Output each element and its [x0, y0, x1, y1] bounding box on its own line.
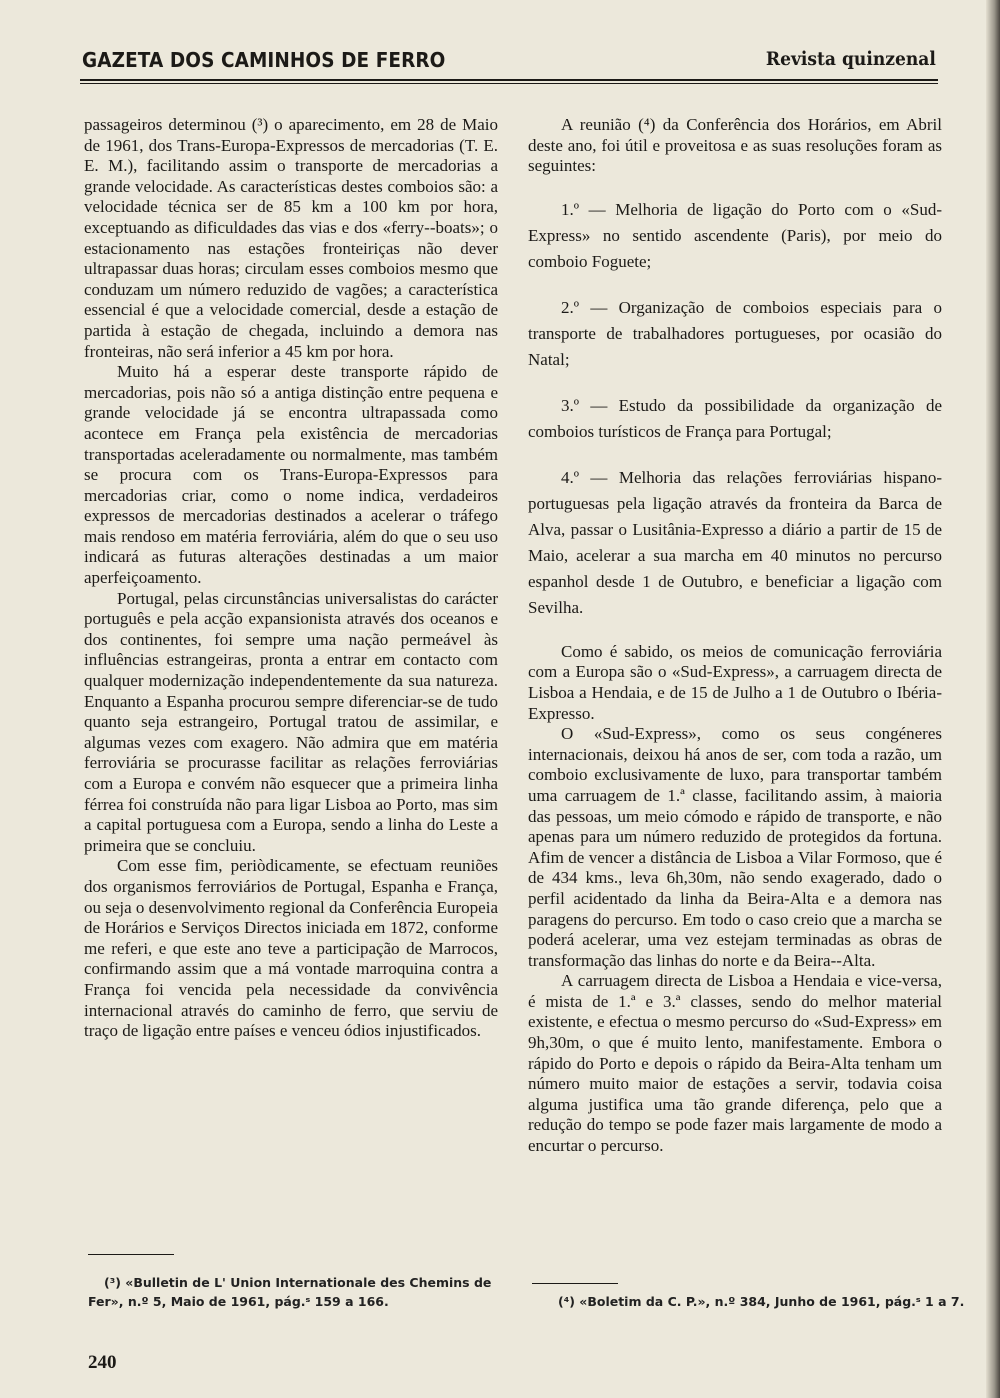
header-rule-top: [80, 79, 938, 81]
footnote-right: (⁴) «Boletim da C. P.», n.º 384, Junho de 1961, pág.ˢ 1 a 7.: [558, 1294, 965, 1309]
header-rule-bottom: [80, 83, 938, 84]
footnote-left-line2: Fer», n.º 5, Maio de 1961, pág.ˢ 159 a 166.: [88, 1294, 389, 1309]
page-number: 240: [88, 1352, 117, 1373]
paragraph: Portugal, pelas circunstâncias universalistas do carácter português e pela acção expansionista através dos oceanos e dos continentes, foi sempre uma nação permeável às influências estrangeiras, pronta a entrar em contacto com qualquer modernização independentemente da sua natureza. Enquanto a Espanha procurou sempre diferenciar-se de tudo quanto seja estrangeiro, Portugal tratou de assimilar, e algumas vezes com exagero. Não admira que em matéria ferroviária se procurasse facilitar as relações ferroviárias com a Europa e convém não esquecer que a primeira linha férrea foi construída não para ligar Lisboa ao Porto, mas sim a capital portuguesa com a Europa, sendo a linha do Leste a primeira que se concluiu.: [84, 588, 498, 855]
paragraph: A carruagem directa de Lisboa a Hendaia e vice-versa, é mista de 1.ª e 3.ª classes, sendo do melhor material existente, e efectua o mesmo percurso do «Sud-Express» em 9h,30m, o que é muito lento, manifestamente. Embora o rápido do Porto e depois o rápido da Beira-Alta tenham um número muito maior de estações a servir, todavia coisa alguma justifica uma tão grande diferença, pelo que a redução do tempo se pode fazer mais largamente de modo a encurtar o percurso.: [528, 971, 942, 1156]
page-edge-shadow: [986, 0, 1000, 1398]
paragraph: Com esse fim, periòdicamente, se efectuam reuniões dos organismos ferroviários de Portugal, Espanha e França, ou seja o desenvolvimento regional da Conferência Europeia de Horários e Serviços Directos iniciada em 1872, conforme me referi, e que este ano teve a participação de Marrocos, confirmando assim que a má vontade marroquina contra a França foi vencida pela necessidade da convivência internacional através do caminho de ferro, que serviu de traço de ligação entre países e venceu ódios injustificados.: [84, 856, 498, 1041]
journal-title: GAZETA DOS CAMINHOS DE FERRO: [82, 48, 446, 72]
right-column: [528, 115, 942, 1157]
journal-subtitle: Revista quinzenal: [765, 48, 936, 70]
paragraph: Como é sabido, os meios de comunicação ferroviária com a Europa são o «Sud-Express», a carruagem directa de Lisboa a Hendaia, e de 15 de Julho a 1 de Outubro o Ibéria-Expresso.: [528, 641, 942, 723]
resolution-item: 2.º — Organização de comboios especiais para o transporte de trabalhadores portugueses, por ocasião do Natal;: [528, 297, 942, 369]
paragraph: Muito há a esperar deste transporte rápido de mercadorias, pois não só a antiga distinção entre pequena e grande velocidade já se encontra ultrapassada como acontece em França pela existência de mercadorias transportadas aceleradamente ou normalmente, mas também se procura com os Trans-Europa-Expressos para mercadorias criar, como o nome indica, verdadeiros expressos de mercadorias destinados a acelerar o tráfego mais rendoso em matéria ferroviária, além do que o seu uso indicará as futuras alterações destinadas a um maior aperfeiçoamento.: [84, 362, 498, 588]
paragraph: A reunião (⁴) da Conferência dos Horários, em Abril deste ano, foi útil e proveitosa e as suas resoluções foram as seguintes:: [528, 115, 942, 176]
resolution-item: 4.º — Melhoria das relações ferroviárias hispano-portuguesas pela ligação através da fronteira da Barca de Alva, passar o Lusitânia-Expresso a diário a partir de 15 de Maio, acelerar a sua marcha em 40 minutos no percurso espanhol desde 1 de Outubro, e beneficiar a ligação com Sevilha.: [528, 467, 942, 617]
footnote-rule-left: [88, 1254, 174, 1255]
resolution-item: 3.º — Estudo da possibilidade da organização de comboios turísticos de França para Portugal;: [528, 395, 942, 441]
footnote-rule-right: [532, 1283, 618, 1284]
paragraph: O «Sud-Express», como os seus congéneres internacionais, deixou há anos de ser, com toda a razão, um comboio exclusivamente de luxo, para transportar também uma carruagem de 1.ª classe, facilitando assim, à maioria das pessoas, um meio cómodo e rápido de transporte, e não apenas para um número reduzido de protegidos da fortuna. Afim de vencer a distância de Lisboa a Vilar Formoso, que é de 434 kms., leva 6h,30m, não sendo exagerado, dado o perfil acidentado da linha da Beira-Alta e a demora nas paragens do percurso. Em todo o caso creio que a marcha se poderá acelerar, uma vez estejam terminadas as obras de transformação das linhas do norte e da Beira--Alta.: [528, 724, 942, 970]
left-column: [84, 115, 498, 1042]
paragraph: passageiros determinou (³) o aparecimento, em 28 de Maio de 1961, dos Trans-Europa-Expressos de mercadorias (T. E. E. M.), facilitando assim o transporte de mercadorias a grande velocidade. As características destes comboios são: a velocidade técnica ser de 85 km a 100 km por hora, exceptuando as dificuldades das vias e dos «ferry--boats»; o estacionamento nas estações fronteiriças não dever ultrapassar duas horas; circulam esses comboios mesmo que conduzam um número reduzido de vagões; a característica essencial é que a velocidade comercial, desde a estação de partida à estação de chegada, incluindo a demora nas fronteiras, não será inferior a 45 km por hora.: [84, 115, 498, 361]
footnote-left-line1: (³) «Bulletin de L' Union Internationale des Chemins de: [104, 1275, 492, 1290]
resolution-item: 1.º — Melhoria de ligação do Porto com o «Sud-Express» no sentido ascendente (Paris), por meio do comboio Foguete;: [528, 199, 942, 271]
